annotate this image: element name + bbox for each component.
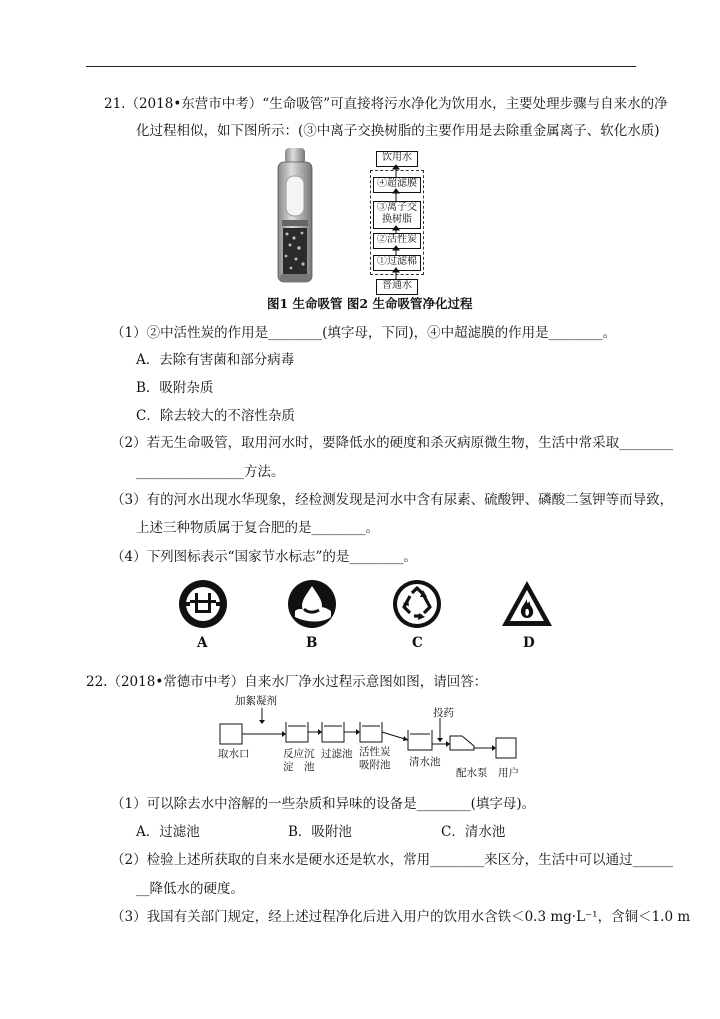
- step-filter-cotton: ①过滤棉: [373, 255, 421, 271]
- label-user: 用户: [498, 767, 519, 779]
- q22-line1: 22.（2018•常德市中考）自来水厂净水过程示意图如图，请回答：: [86, 674, 488, 690]
- step-ion-exchange-line1: ③离子交: [377, 202, 417, 213]
- process-arrows: [390, 164, 402, 280]
- icon-label-d: D: [523, 635, 535, 651]
- step-drinking-water: 饮用水: [376, 151, 418, 167]
- q22-option-a: A．过滤池: [136, 824, 200, 840]
- label-filter-tank: 过滤池: [321, 748, 353, 760]
- label-reaction-1: 反应沉: [283, 748, 315, 760]
- q21-line2: 化过程相似，如下图所示：(③中离子交换树脂的主要作用是去除重金属离子、软化水质): [136, 123, 660, 139]
- figure-caption: 图1 生命吸管 图2 生命吸管净化过程: [267, 296, 473, 311]
- q21-line1: 21.（2018•东营市中考）“生命吸管”可直接将污水净化为饮用水，主要处理步骤与自来水的净: [104, 96, 668, 112]
- icon-label-b: B: [306, 635, 318, 651]
- q21-option-c: C．除去较大的不溶性杂质: [136, 408, 295, 424]
- step-activated-carbon: ②活性炭: [373, 233, 421, 249]
- q22-sub2-line1: （2）检验上述所获取的自来水是硬水还是软水，常用________来区分，生活中可以通过______: [111, 852, 674, 868]
- recycling-icon: [392, 579, 442, 629]
- water-saving-icon: [178, 579, 228, 629]
- label-add-medicine: 投药: [433, 707, 454, 719]
- step-ordinary-water: 普通水: [376, 279, 418, 295]
- label-carbon-2: 吸附池: [359, 759, 391, 771]
- label-intake: 取水口: [218, 748, 250, 760]
- q21-sub4: （4）下列图标表示“国家节水标志”的是________。: [111, 549, 417, 565]
- q21-sub2-line1: （2）若无生命吸管，取用河水时，要降低水的硬度和杀灭病原微生物，生活中常采取________: [111, 435, 674, 451]
- step-ion-exchange-line2: 换树脂: [382, 213, 412, 225]
- life-straw-image: [272, 146, 318, 286]
- q21-option-b: B．吸附杂质: [136, 380, 214, 396]
- header-rule: [86, 66, 636, 67]
- q22-sub3: （3）我国有关部门规定，经上述过程净化后进入用户的饮用水含铁＜0.3 mg·L⁻¹，含铜＜1.0 m: [111, 909, 691, 925]
- q22-option-b: B．吸附池: [288, 824, 352, 840]
- q22-sub1: （1）可以除去水中溶解的一些杂质和异味的设备是________(填字母)。: [111, 796, 536, 812]
- q22-option-c: C．清水池: [441, 824, 506, 840]
- label-clear-tank: 清水池: [409, 756, 441, 768]
- q21-sub3-line2: 上述三种物质属于复合肥的是________。: [136, 520, 379, 536]
- q21-sub2-line2: ________________方法。: [136, 464, 285, 480]
- flammable-warning-icon: [500, 579, 554, 629]
- label-pump: 配水泵: [456, 767, 488, 779]
- q21-sub1: （1）②中活性炭的作用是________(填字母，下同)，④中超滤膜的作用是________。: [111, 325, 617, 341]
- q21-option-a: A．去除有害菌和部分病毒: [136, 352, 295, 368]
- label-reaction-2: 淀 池: [283, 761, 315, 773]
- water-drop-icon: [287, 579, 337, 629]
- step-ultrafiltration: ④超滤膜: [373, 177, 421, 193]
- icon-label-a: A: [197, 635, 208, 651]
- label-add-coagulant: 加絮凝剂: [235, 695, 277, 707]
- q22-sub2-line2: __降低水的硬度。: [136, 881, 244, 897]
- icon-label-c: C: [412, 635, 423, 651]
- q21-sub3-line1: （3）有的河水出现水华现象，经检测发现是河水中含有尿素、硫酸钾、磷酸二氢钾等而导致，: [111, 492, 674, 508]
- label-carbon-1: 活性炭: [359, 746, 391, 758]
